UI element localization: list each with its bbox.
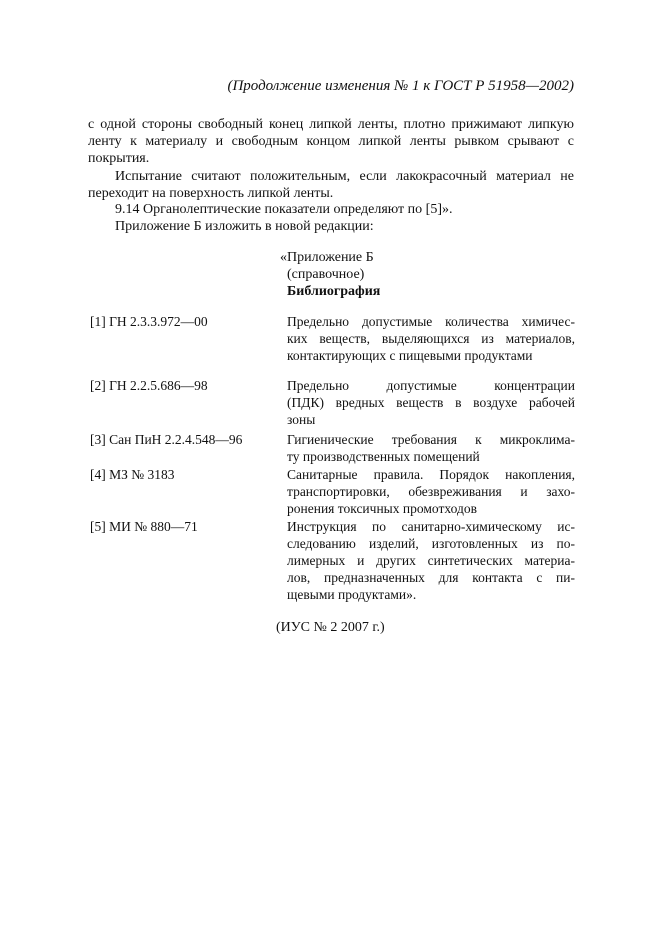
reference-line: ронения токсичных промотходов [287,501,477,516]
bibliography-heading: Библиография [287,284,381,299]
ius-footer: (ИУС № 2 2007 г.) [276,620,385,635]
appendix-title: «Приложение Б [280,250,374,265]
page-header: (Продолжение изменения № 1 к ГОСТ Р 51958—2002) [227,78,574,94]
reference-line: Инструкция по санитарно-химическому ис- [287,519,575,534]
reference-line: ких веществ, выделяющихся из материалов, [287,331,575,346]
reference-line: контактирующих с пищевыми продуктами [287,348,533,363]
reference-line: ту производственных помещений [287,449,480,464]
reference-description [287,518,575,603]
reference-line: Санитарные правила. Порядок накопления, [287,467,575,482]
reference-description [287,377,575,428]
reference-code: [5] МИ № 880—71 [90,519,198,534]
reference-code: [4] МЗ № 3183 [90,467,175,482]
reference-line: лимерных и других синтетических материа- [287,553,575,568]
appendix-subtitle: (справочное) [287,267,365,282]
paragraph-2: Испытание считают положительным, если лакокрасочный материал не переходит на поверхность липкой ленты. [88,169,574,201]
paragraph-4: Приложение Б изложить в новой редакции: [115,219,374,234]
reference-line: Гигиенические требования к микроклима- [287,432,575,447]
reference-description [287,466,575,517]
reference-line: транспортировки, обезвреживания и захо- [287,484,575,499]
reference-description [287,313,575,364]
reference-code: [2] ГН 2.2.5.686—98 [90,378,208,393]
reference-line: лов, предназначенных для контакта с пи- [287,570,575,585]
paragraph-3: 9.14 Органолептические показатели определяют по [5]». [115,202,453,217]
reference-line: (ПДК) вредных веществ в воздухе рабочей [287,395,575,410]
reference-line: зоны [287,412,316,427]
reference-description [287,431,575,465]
reference-line: Предельно допустимые количества химичес- [287,314,575,329]
reference-line: Предельно допустимые концентрации [287,378,575,393]
reference-line: щевыми продуктами». [287,587,417,602]
reference-code: [3] Сан ПиН 2.2.4.548—96 [90,432,243,447]
reference-code: [1] ГН 2.3.3.972—00 [90,314,208,329]
paragraph-1: с одной стороны свободный конец липкой ленты, плотно прижимают липкую ленту к материалу и свободным концом липкой ленты рывком срывают с покрытия. [88,117,574,166]
reference-line: следованию изделий, изготовленных из по- [287,536,575,551]
